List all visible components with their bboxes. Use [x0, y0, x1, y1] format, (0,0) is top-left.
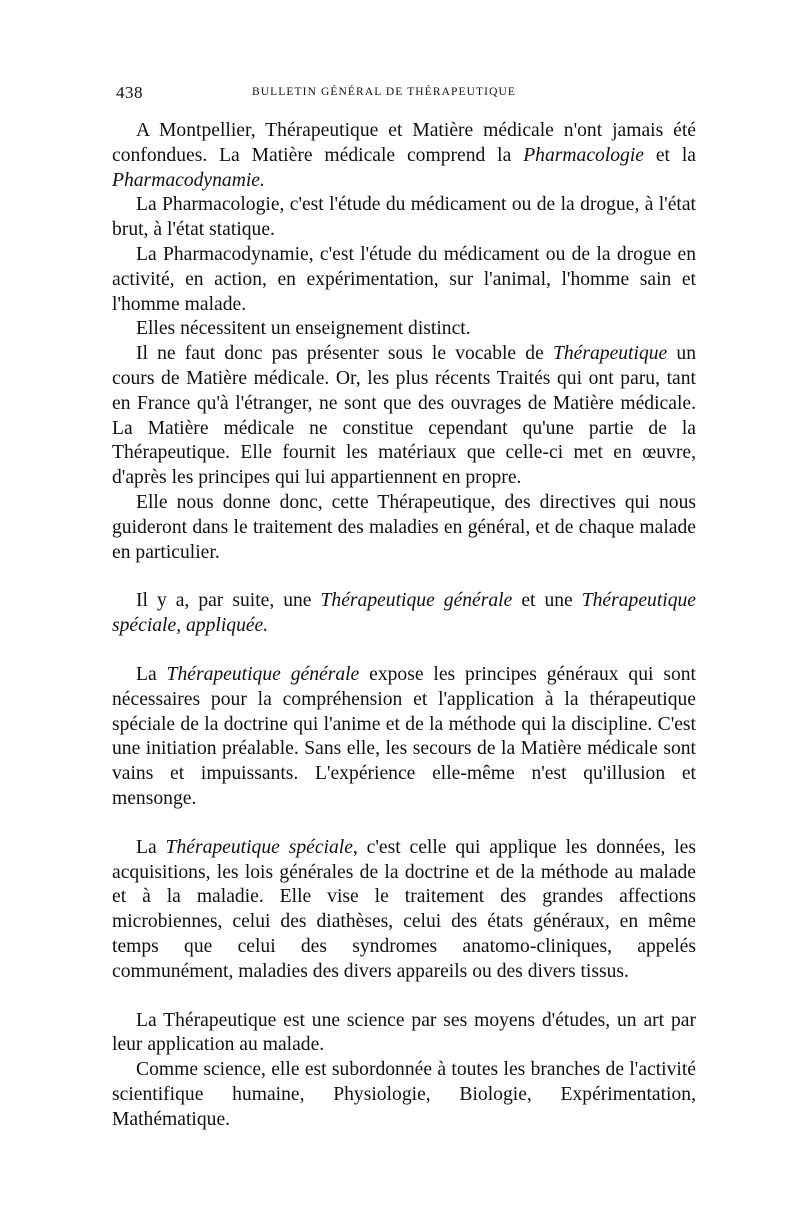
paragraph-text: expose les principes généraux qui sont nécessaires pour la compréhension et l'application à la thérapeutique spéciale de la doctrine qui l'anime et de la méthode qui la discipline. C'est une initiation préalable. Sans elle, les secours de la Matière médicale sont vains et impuissants. L'expérience elle-même n'est qu'illusion et mensonge.: [112, 663, 697, 809]
paragraph: [112, 836, 696, 985]
paragraph-text: A Montpellier, Thérapeutique et Matière médicale n'ont jamais été confondues. La Matière médicale comprend la: [112, 120, 696, 166]
paragraph-text: Il y a, par suite, une: [136, 590, 321, 612]
paragraph-text: La Pharmacodynamie, c'est l'étude du médicament ou de la drogue en activité, en action, en expérimentation, sur l'animal, l'homme sain et l'homme malade.: [112, 243, 696, 315]
paragraph-text: La Thérapeutique est une science par ses moyens d'études, un art par leur application au malade.: [112, 1009, 696, 1056]
paragraph: [112, 243, 696, 317]
paragraph: [112, 663, 696, 812]
body-text: [112, 119, 696, 1132]
italic-text: Pharmacologie: [523, 144, 644, 166]
italic-text: Thérapeutique: [552, 343, 668, 365]
paragraph-text: Elle nous donne donc, cette Thérapeutique, des directives qui nous guideront dans le traitement des maladies en général, et de chaque malade en particulier.: [112, 491, 696, 563]
italic-text: Thérapeutique spéciale, appliquée.: [112, 590, 696, 637]
paragraph-text: La: [136, 836, 166, 858]
paragraph: [112, 317, 696, 342]
paragraph: [112, 119, 696, 193]
italic-text: Thérapeutique spéciale: [165, 836, 353, 858]
paragraph-text: un cours de Matière médicale. Or, les plus récents Traités qui ont paru, tant en France qu'à l'étranger, ne sont que des ouvrages de Matière médicale. La Matière médicale ne constitue cependant qu'une partie de la Thérapeutique. Elle fournit les matériaux que celle-ci met en œuvre, d'après les principes qui lui appartiennent en propre.: [112, 343, 696, 489]
paragraph-text: Il ne faut donc pas présenter sous le vocable de: [136, 343, 553, 365]
paragraph: [112, 491, 696, 565]
paragraph-text: La Pharmacologie, c'est l'étude du médicament ou de la drogue, à l'état brut, à l'état statique.: [112, 194, 696, 241]
paragraph-text: et la: [644, 144, 697, 166]
paragraph-text: et une: [512, 590, 582, 612]
paragraph: [112, 342, 696, 491]
page-number: 438: [116, 83, 143, 102]
paragraph: [112, 1009, 696, 1059]
running-title: BULLETIN GÉNÉRAL DE THÉRAPEUTIQUE: [252, 86, 517, 98]
paragraph-text: , c'est celle qui applique les données, les acquisitions, les lois générales de la doctrine et de la méthode au malade et à la maladie. Elle vise le traitement des grandes affections microbiennes, celui des diathèses, celui des états généraux, en même temps que celui des syndromes anatomo-cliniques, appelés communément, maladies des divers appareils ou des divers tissus.: [112, 836, 696, 982]
paragraph-text: La: [136, 663, 167, 685]
paragraph: [112, 1058, 696, 1132]
paragraph: [112, 193, 696, 243]
page-header: [112, 83, 696, 105]
italic-text: Thérapeutique générale: [320, 590, 513, 612]
paragraph-text: Comme science, elle est subordonnée à toutes les branches de l'activité scientifique humaine, Physiologie, Biologie, Expérimentation, Mathématique.: [112, 1059, 696, 1130]
italic-text: Thérapeutique générale: [166, 663, 360, 685]
italic-text: Pharmacodynamie.: [112, 169, 265, 191]
paragraph-text: Elles nécessitent un enseignement distinct.: [136, 318, 471, 340]
paragraph: [112, 589, 696, 639]
